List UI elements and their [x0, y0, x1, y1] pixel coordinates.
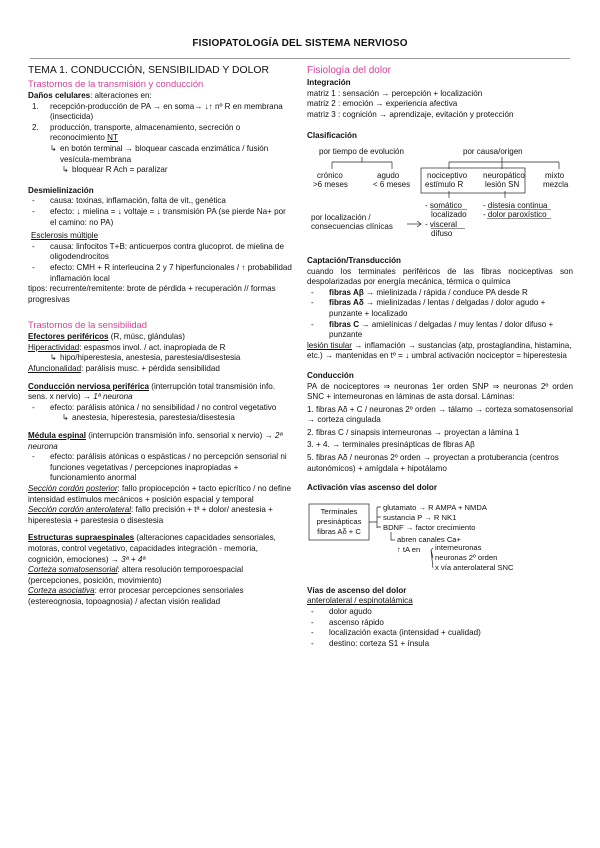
cnp-neurona: 1ª neurona: [93, 392, 133, 402]
act-line-2: sustancia P → R NK1: [383, 512, 457, 522]
cnp-sub: ↳ anestesia, hiperestesia, parestesia/disestesia: [62, 413, 235, 423]
diag-somatico-2: localizado: [431, 209, 467, 219]
vias-sub: anterolateral / espinotalámica: [307, 596, 413, 606]
act-line-8: x vía anterolateral SNC: [435, 562, 514, 572]
hiper-sub-text: hipo/hiperestesia, anestesia, parestesia/disestesia: [60, 353, 241, 363]
diag-tree-tiempo: [332, 157, 392, 169]
vias-item-1: - dolor agudo: [311, 607, 372, 617]
vias-item-3-text: localización exacta (intensidad + cualidad): [329, 628, 481, 638]
act-box-2: presinápticas: [316, 516, 362, 526]
danos-item-1-text: recepción-producción de PA → en soma→ ↓↑ nº R en membrana (insecticida): [50, 101, 283, 122]
integ-line-3: matriz 3 : cognición → aprendizaje, evitación y protección: [307, 109, 514, 119]
sca-line: [28, 505, 294, 526]
cnp-item-1: - efecto: parálisis atónica / no sensibilidad / no control vegetativo: [32, 402, 277, 412]
diag-causa: por causa/origen: [463, 146, 523, 156]
act-bracket: [369, 507, 381, 528]
afunc-label: Afuncionalidad: [28, 364, 82, 374]
capt-text: cuando los terminales periféricos de las fibras nociceptivas son despolarizadas por energía mecánica, térmica o química: [307, 266, 573, 287]
cond-item-4: 5. fibras Aδ / neuronas 2º orden → proyectan a protuberancia (centros autonómicos) + amígdala + hipotálamo: [307, 453, 559, 473]
desm-item-2: - efecto: ↓ mielina = ↓ voltaje = ↓ transmisión PA (se pierde Na+ por el camino: no PA): [32, 206, 286, 227]
diag-loc-2: consecuencias clínicas: [311, 221, 393, 231]
em-item-1: - causa: linfocitos T+B: anticuerpos contra glucoprot. de mielina de oligodendrocitos: [32, 241, 285, 262]
cs-line: [28, 565, 294, 586]
diag-distesia: - distesia continua: [483, 200, 548, 210]
cnp-sub-text: anestesia, hiperestesia, parestesia/disestesia: [72, 413, 235, 423]
cond-label: Conducción: [307, 370, 354, 380]
ef-label: Efectores periféricos: [28, 332, 109, 342]
lesion-line: [307, 341, 573, 362]
diag-agudo: agudo: [377, 170, 400, 180]
page-title: FISIOPATOLOGÍA DEL SISTEMA NERVIOSO: [192, 38, 408, 49]
cnp-label: Conducción nerviosa periférica: [28, 381, 149, 391]
ef-rest: (R, músc, glándulas): [108, 332, 185, 342]
section-heading-fisiologia: Fisiología del dolor: [307, 65, 391, 76]
me-line: [28, 431, 294, 452]
act-line-4: abren canales Ca+: [397, 534, 461, 544]
diag-nociceptivo: nociceptivo: [427, 170, 468, 180]
hiper-line: [28, 343, 294, 354]
diag-visceral: - visceral: [425, 219, 458, 229]
diag-mixto-2: mezcla: [543, 179, 569, 189]
afunc-rest: : parálisis musc. + pérdida sensibilidad: [81, 364, 220, 374]
fiber-2-rest: → mielinizadas / lentas / delgadas / dolor agudo + punzante + localizado: [329, 298, 546, 318]
desm-label: Desmielinización: [28, 185, 94, 195]
integ-label: Integración: [307, 78, 351, 87]
cnp-rest: (interrupción total transmisión info. sens. x nervio) →: [28, 381, 275, 402]
left-column: [28, 64, 294, 608]
danos-sub-text: en botón terminal → bloquear cascada enzimática / fusión vesícula-membrana: [60, 143, 269, 164]
fiber-3: - fibras C → amielínicas / delgadas / muy lentas / dolor difuso + punzante: [311, 319, 554, 340]
em-item-1-text: causa: linfocitos T+B: anticuerpos contra glucoprot. de mielina de oligodendrocitos: [50, 241, 285, 262]
clasificacion-diagram: [307, 144, 573, 256]
cnp-line: [28, 382, 294, 403]
fiber-3-name: fibras C: [329, 319, 360, 329]
es-label: Estructuras supraespinales: [28, 533, 135, 543]
me-item-1: - efecto: parálisis atónicas o espásticas / no percepción sensorial ni funciones vegetativas / percepciones inapropiadas + funcionamiento anormal: [32, 452, 287, 483]
cond-item-3: 3. + 4. → terminales presinápticas de fibras Aβ: [307, 440, 475, 450]
fiber-3-rest: → amielínicas / delgadas / muy lentas / dolor difuso + punzante: [329, 319, 554, 340]
fiber-1-name: fibras Aβ: [329, 287, 364, 297]
cs-rest: : altera resolución temporoespacial (percepciones, posición, movimiento): [28, 565, 244, 585]
diag-tiempo: por tiempo de evolución: [319, 146, 404, 156]
section-heading-sensibilidad: Trastornos de la sensibilidad: [28, 319, 147, 331]
fiber-1-rest: → mielinizada / rápida / conduce PA desde R: [363, 287, 528, 297]
capt-label: Captación/Transducción: [307, 255, 401, 265]
hiper-sub: ↳ hipo/hiperestesia, anestesia, parestesia/disestesia: [50, 353, 241, 363]
diag-cronico-2: >6 meses: [313, 179, 348, 189]
diag-tree-causa: [449, 157, 559, 169]
act-line-5: ↑ tA en: [397, 544, 421, 554]
fiber-2-name: fibras Aδ: [329, 298, 364, 308]
danos-line: [28, 91, 294, 102]
vias-item-1-text: dolor agudo: [329, 607, 372, 617]
ca-rest: : error procesar percepciones sensoriales (estereognosia, topoagnosia) / afectan visión realidad: [28, 586, 244, 606]
diag-neuropatico: neuropático: [483, 170, 525, 180]
activacion-diagram: [307, 496, 573, 586]
danos-sub-2: ↳ bloquear R Ach = paralizar: [62, 165, 168, 175]
sca-rest: : fallo precisión + tª + dolor/ anestesia + hiperestesia + parestesia o disestesia: [28, 505, 273, 525]
danos-item-2-text: producción, transporte, almacenamiento, secreción o reconocimiento: [50, 122, 241, 143]
sca-label: Sección cordón anterolateral: [28, 505, 132, 515]
es-line: [28, 533, 294, 565]
act-box-3: fibras Aδ + C: [317, 526, 361, 536]
act-box-1: Terminales: [320, 506, 358, 516]
scp-line: [28, 484, 294, 505]
diag-neuropatico-2: lesión SN: [485, 179, 520, 189]
es-neurona: 3ª + 4ª: [121, 554, 146, 564]
vias-item-2: - ascenso rápido: [311, 617, 384, 627]
ca-label: Corteza asociativa: [28, 586, 95, 596]
danos-item-1: 1. recepción-producción de PA → en soma→ ↓↑ nº R en membrana (insecticida): [32, 101, 283, 122]
es-rest: (alteraciones capacidades sensoriales, motoras, control vegetativo, capacidades integración - memoria, cognición, emociones) →: [28, 533, 276, 564]
act-label: Activación vías ascenso del dolor: [307, 483, 437, 493]
vias-item-3: - localización exacta (intensidad + cualidad): [311, 628, 481, 638]
diag-visceral-2: difuso: [431, 228, 453, 238]
cond-item-1: 1. fibras Aδ + C / neuronas 2º orden → tálamo → corteza somatosensorial → corteza cingulada: [307, 404, 573, 425]
danos-rest: : alteraciones en:: [90, 91, 152, 100]
em-item-2: - efecto: CMH + R interleucina 2 y 7 hiperfuncionales / ↑ probabilidad inflamación local: [32, 262, 292, 283]
cond-item-2: 2. fibras C / sinapsis interneuronas → proyectan a lámina 1: [307, 427, 520, 437]
act-arrow-canales: [391, 532, 395, 540]
danos-item-2: 2. producción, transporte, almacenamiento, secreción o reconocimiento NT: [32, 122, 241, 143]
fiber-1: - fibras Aβ → mielinizada / rápida / conduce PA desde R: [311, 287, 528, 297]
right-column: [307, 64, 573, 649]
tema-heading: TEMA 1. CONDUCCIÓN, SENSIBILIDAD Y DOLOR: [28, 65, 269, 76]
me-neurona: 2ª neurona: [28, 431, 283, 451]
desm-item-1-text: causa: toxinas, inflamación, falta de vit., genética: [50, 196, 226, 206]
diag-agudo-2: < 6 meses: [373, 179, 411, 189]
integ-line-1: matriz 1 : sensación → percepción + localización: [307, 88, 483, 98]
diag-dolor-paroxistico: - dolor paroxístico: [483, 209, 547, 219]
cnp-item-1-text: efecto: parálisis atónica / no sensibilidad / no control vegetativo: [50, 402, 277, 412]
diag-loc-1: por localización /: [311, 212, 371, 222]
me-label: Médula espinal: [28, 431, 87, 441]
me-item-1-text: efecto: parálisis atónicas o espásticas / no percepción sensorial ni funciones vegetativas / percepciones inapropiadas + funcionamiento anormal: [50, 452, 287, 483]
act-line-6: interneuronas: [435, 542, 482, 552]
danos-sub-2-text: bloquear R Ach = paralizar: [72, 165, 168, 175]
clas-label: Clasificación: [307, 131, 357, 141]
desm-item-1: - causa: toxinas, inflamación, falta de vit., genética: [32, 196, 226, 206]
diag-nociceptivo-2: estímulo R: [425, 179, 464, 189]
ca-line: [28, 586, 294, 607]
diag-mixto: mixto: [545, 170, 565, 180]
section-heading-transmision: Trastornos de la transmisión y conducción: [28, 78, 204, 89]
em-item-2-text: efecto: CMH + R interleucina 2 y 7 hiperfuncionales / ↑ probabilidad inflamación local: [50, 262, 292, 283]
act-branch: [431, 548, 433, 568]
desm-item-2-text: efecto: ↓ mielina = ↓ voltaje = ↓ transmisión PA (se pierde Na+ por el camino: no PA): [50, 206, 286, 227]
act-line-3: BDNF → factor crecimiento: [383, 522, 476, 532]
danos-label: Daños celulares: [28, 91, 91, 100]
em-tipos: tipos: recurrente/remitente: brote de pérdida + recuperación // formas progresivas: [28, 284, 276, 304]
hiper-rest: : espasmos invol. / act. inapropiada de R: [79, 342, 226, 352]
scp-label: Sección cordón posterior: [28, 484, 118, 493]
scp-rest: : fallo propiocepción + tacto epicrítico / no define intensidad estímulos mecánicos + posición espacial y temporal: [28, 484, 291, 504]
fiber-2: - fibras Aδ → mielinizadas / lentas / delgadas / dolor agudo + punzante + localizado: [311, 298, 546, 318]
title-divider: [30, 58, 570, 59]
afunc-line: [28, 364, 294, 375]
ef-line: [28, 332, 294, 343]
hiper-label: Hiperactividad: [28, 342, 80, 352]
act-line-1: glutamato → R AMPA + NMDA: [383, 502, 487, 512]
lesion-rest: → inflamación → sustancias (atp, prostaglandina, histamina, etc.) → mantenidas en tº = ↓ umbral activación nociceptor = hiperestesia: [307, 340, 572, 361]
act-line-7: neuronas 2º orden: [435, 552, 498, 562]
vias-item-2-text: ascenso rápido: [329, 617, 384, 627]
integ-line-2: matriz 2 : emoción → experiencia afectiva: [307, 99, 458, 109]
diag-somatico: - somático: [425, 200, 462, 210]
cs-label: Corteza somatosensorial: [28, 565, 118, 575]
lesion-label: lesión tisular: [307, 340, 352, 350]
diag-cronico: crónico: [317, 170, 343, 180]
cond-text: PA de nociceptores ⇒ neuronas 1er orden SNP ⇒ neuronas 2º orden SNC + interneuronas en láminas de asta dorsal. Láminas:: [307, 381, 573, 402]
vias-label: Vías de ascenso del dolor: [307, 585, 407, 595]
vias-item-4: - destino: corteza S1 + ínsula: [311, 638, 430, 648]
em-label: Esclerosis múltiple: [31, 231, 99, 241]
me-rest: (interrupción transmisión info. sensorial x nervio) →: [86, 431, 275, 441]
nt-label: NT: [107, 133, 118, 143]
danos-sub: ↳ en botón terminal → bloquear cascada enzimática / fusión vesícula-membrana: [50, 143, 269, 164]
vias-item-4-text: destino: corteza S1 + ínsula: [329, 638, 430, 648]
